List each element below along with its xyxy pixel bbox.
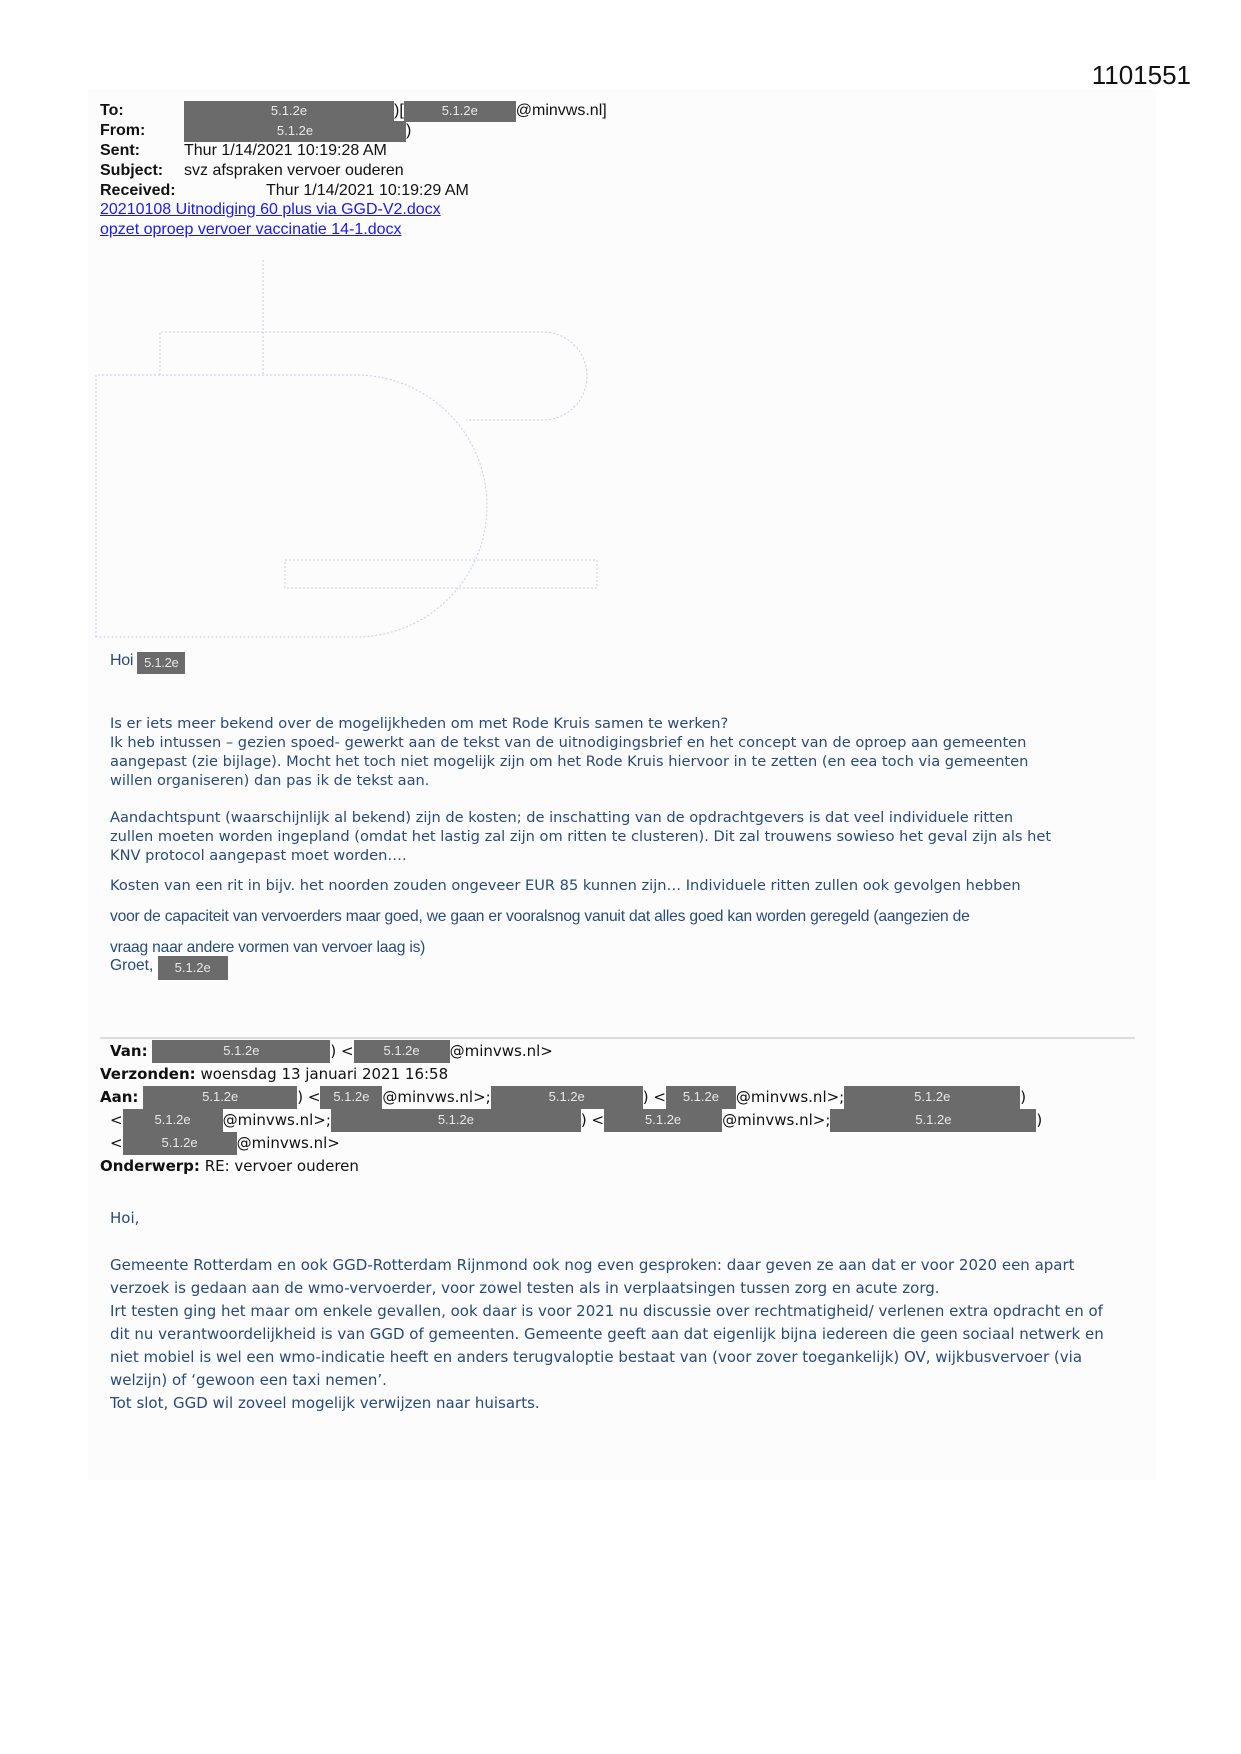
redaction-box: 5.1.2e xyxy=(830,1109,1036,1132)
header-sent-row xyxy=(100,141,387,161)
greeting-text: Hoi xyxy=(110,652,134,669)
closing-text: Groet, xyxy=(110,957,154,974)
redaction-box: 5.1.2e xyxy=(354,1040,450,1063)
email-domain: @minvws.nl>; xyxy=(222,1111,331,1129)
header-subject-row xyxy=(100,161,404,181)
paragraph-line: dit nu verantwoordelijkheid is van GGD of gemeenten. Gemeente geeft aan dat eigenlijk bijna iedereen die geen sociaal netwerk en xyxy=(110,1325,1104,1343)
redaction-box: 5.1.2e xyxy=(123,1109,223,1132)
paragraph-line: welzijn) of ‘gewoon een taxi nemen’. xyxy=(110,1371,387,1389)
van-row xyxy=(110,1040,553,1063)
attachment-link-oproep[interactable]: opzet oproep vervoer vaccinatie 14-1.docx xyxy=(100,221,402,238)
message-paragraph-3: Kosten van een rit in bijv. het noorden zouden ongeveer EUR 85 kunnen zijn… Individuele ritten zullen ook gevolgen hebben xyxy=(110,877,1021,894)
onderwerp-row xyxy=(100,1155,359,1177)
message-paragraph-4 xyxy=(110,907,970,957)
email-domain: @minvws.nl>; xyxy=(722,1111,831,1129)
paragraph-line: niet mobiel is wel een wmo-indicatie heeft en anders terugvaloptie bestaat van (voor zover toegankelijk) OV, wijkbusvervoer (via xyxy=(110,1348,1083,1366)
received-label: Received: xyxy=(100,182,176,199)
sent-label: Sent: xyxy=(100,142,140,159)
onderwerp-value: RE: vervoer ouderen xyxy=(204,1157,359,1175)
paragraph-line: Ik heb intussen – gezien spoed- gewerkt aan de tekst van de uitnodigingsbrief en het concept van de oproep aan gemeenten xyxy=(110,734,1027,751)
from-close: ) xyxy=(406,122,412,139)
paragraph-line: Tot slot, GGD wil zoveel mogelijk verwijzen naar huisarts. xyxy=(110,1394,540,1412)
van-label: Van: xyxy=(110,1042,148,1060)
van-domain: @minvws.nl> xyxy=(449,1042,553,1060)
redaction-box: 5.1.2e xyxy=(137,652,185,674)
to-domain: @minvws.nl] xyxy=(515,102,607,119)
message-paragraph-2 xyxy=(110,808,1051,865)
paragraph-line: Irt testen ging het maar om enkele gevallen, ook daar is voor 2021 nu discussie over rechtmatigheid/ verlenen extra opdracht en of xyxy=(110,1302,1103,1320)
message-divider xyxy=(100,1037,1135,1039)
verzonden-label: Verzonden: xyxy=(100,1065,196,1083)
redaction-box: 5.1.2e xyxy=(184,121,406,142)
paragraph-line: Gemeente Rotterdam en ook GGD-Rotterdam Rijnmond ook nog even gesproken: daar geven ze aan dat er voor 2020 een apart xyxy=(110,1256,1075,1274)
paragraph-line: verzoek is gedaan aan de wmo-vervoerder, voor zowel testen als in verplaatsingen tussen zorg en acute zorg. xyxy=(110,1279,940,1297)
greeting-row xyxy=(110,652,185,674)
redaction-box: 5.1.2e xyxy=(491,1086,643,1109)
message-paragraph-1 xyxy=(110,714,1028,790)
redaction-box: 5.1.2e xyxy=(604,1109,722,1132)
from-label: From: xyxy=(100,122,146,139)
close-paren: ) xyxy=(1020,1088,1027,1106)
close-paren: ) xyxy=(1036,1111,1043,1129)
paragraph-line: KNV protocol aangepast moet worden…. xyxy=(110,847,407,864)
header-from-row xyxy=(100,121,411,142)
aan-row-1 xyxy=(100,1086,1026,1109)
to-label: To: xyxy=(100,102,124,119)
separator: ) < xyxy=(297,1088,321,1106)
closing-row xyxy=(110,956,228,980)
redaction-box: 5.1.2e xyxy=(184,101,394,122)
verzonden-row xyxy=(100,1063,448,1085)
faint-shape-outline xyxy=(88,260,648,660)
onderwerp-label: Onderwerp: xyxy=(100,1157,200,1175)
paragraph-line: vraag naar andere vormen van vervoer laag is) xyxy=(110,939,426,956)
subject-value: svz afspraken vervoer ouderen xyxy=(184,162,404,179)
paragraph-line: zullen moeten worden ingepland (omdat het lastig zal zijn om ritten te clusteren). Dit zal trouwens sowieso het geval zijn als het xyxy=(110,828,1052,845)
paragraph-line: willen organiseren) dan pas ik de tekst aan. xyxy=(110,772,430,789)
redaction-box: 5.1.2e xyxy=(404,101,516,122)
sent-value: Thur 1/14/2021 10:19:28 AM xyxy=(184,142,387,159)
to-separator: )[ xyxy=(394,102,404,119)
aan-row-3 xyxy=(110,1132,340,1155)
separator: ) < xyxy=(580,1111,605,1129)
received-value: Thur 1/14/2021 10:19:29 AM xyxy=(266,182,469,199)
email-domain: @minvws.nl>; xyxy=(382,1088,491,1106)
verzonden-value: woensdag 13 januari 2021 16:58 xyxy=(200,1065,449,1083)
redaction-box: 5.1.2e xyxy=(158,956,228,980)
subject-label: Subject: xyxy=(100,162,164,179)
paragraph-line: aangepast (zie bijlage). Mocht het toch niet mogelijk zijn om het Rode Kruis hiervoor in te zetten (en eea toch via gemeenten xyxy=(110,753,1029,770)
header-to-row xyxy=(100,101,607,122)
forwarded-greeting: Hoi, xyxy=(110,1209,140,1227)
email-domain: @minvws.nl>; xyxy=(735,1088,845,1106)
redaction-box: 5.1.2e xyxy=(844,1086,1020,1109)
aan-row-2 xyxy=(110,1109,1042,1132)
redaction-box: 5.1.2e xyxy=(666,1086,736,1109)
aan-label: Aan: xyxy=(100,1088,139,1106)
forwarded-body xyxy=(110,1254,1104,1415)
attachment-link-uitnodiging[interactable]: 20210108 Uitnodiging 60 plus via GGD-V2.docx xyxy=(100,201,441,218)
van-separator: ) < xyxy=(330,1042,354,1060)
paragraph-line: Aandachtspunt (waarschijnlijk al bekend) zijn de kosten; de inschatting van de opdrachtgevers is dat veel individuele ritten xyxy=(110,809,1014,826)
redaction-box: 5.1.2e xyxy=(331,1109,581,1132)
redaction-box: 5.1.2e xyxy=(320,1086,382,1109)
redaction-box: 5.1.2e xyxy=(152,1040,330,1063)
separator: ) < xyxy=(642,1088,666,1106)
redaction-box: 5.1.2e xyxy=(123,1132,237,1155)
lt-bracket: < xyxy=(110,1111,123,1129)
redaction-box: 5.1.2e xyxy=(143,1086,297,1109)
email-domain: @minvws.nl> xyxy=(236,1134,340,1152)
header-received-row xyxy=(100,181,469,201)
paragraph-line: voor de capaciteit van vervoerders maar goed, we gaan er vooralsnog vanuit dat alles goed kan worden geregeld (aangezien de xyxy=(110,908,970,925)
document-id-number: 1101551 xyxy=(1091,60,1191,90)
paragraph-line: Is er iets meer bekend over de mogelijkheden om met Rode Kruis samen te werken? xyxy=(110,715,729,732)
lt-bracket: < xyxy=(110,1134,123,1152)
